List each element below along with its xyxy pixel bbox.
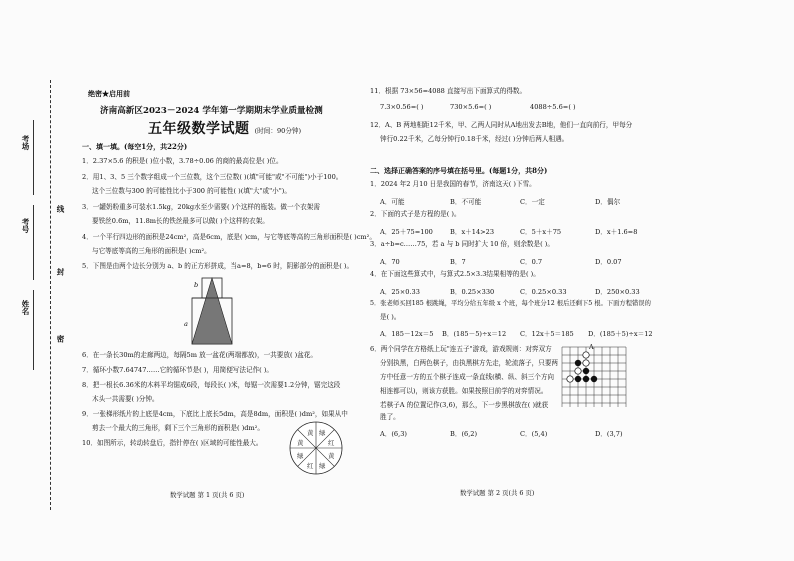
q6-option-d: D．(3,7)	[595, 430, 623, 438]
binding-underline	[33, 205, 34, 280]
question-7: 7．循环小数7.64747……它的循环节是( )，用简便写法记作( )。	[82, 366, 274, 374]
q5-option-c: C．12x＋5＝185	[520, 330, 574, 338]
question-3-cont: 要铁丝0.6m，11.8m长的铁丝最多可以做( )个这样的衣架。	[92, 217, 269, 225]
q1-option-c: C．一定	[520, 198, 545, 206]
question-11: 11．根据 73×56=4088 直接写出下面算式的得数。	[370, 87, 527, 95]
choice-question-5-cont: 是( )。	[380, 313, 401, 321]
q5-option-d: D．(185＋5)÷x＝12	[588, 330, 653, 338]
q2-option-a: A．25＋75=100	[380, 228, 433, 236]
question-4: 4．一个平行四边形的面积是24cm²，高是6cm，底是( )cm，与它等底等高的三角形面积是( )cm²。	[82, 233, 376, 241]
binding-underline	[33, 290, 34, 370]
q6-option-a: A．(6,3)	[380, 430, 407, 438]
q5-option-a: A．185－12x＝5	[380, 330, 434, 338]
spinner-svg	[288, 420, 344, 476]
choice-question-4: 4．在下面这些算式中，与算式2.5×3.3结果相等的是( )。	[370, 270, 540, 278]
binding-line	[50, 80, 51, 510]
q3-option-b: B．7	[450, 258, 466, 266]
choice-question-1: 1．2024 年2 月10 日是我国的春节，济南这天( )下雪。	[370, 180, 536, 188]
choice-question-6: 6．两个同学在方格纸上玩"连五子"游戏，游戏规则：对弈双方	[370, 345, 552, 353]
choice-question-6-l6: 胜了。	[380, 413, 400, 421]
choice-question-6-l5: 若棋子A 的位置记作(3,6)，那么，下一步黑棋放在( )就获	[380, 401, 549, 409]
binding-underline	[33, 120, 34, 195]
squares-figure	[184, 276, 240, 346]
right-page-footer: 数学试题 第 2 页(共 6 页)	[460, 489, 535, 497]
choice-question-5: 5．张老师买回185 根跳绳，平均分给五年级 x 个班，每个班分12 根后还剩下5 根。下面方程错误的	[370, 300, 651, 307]
q6-option-b: B．(6,2)	[450, 430, 478, 438]
question-11-item-3: 4088÷5.6=( )	[530, 103, 576, 111]
choice-question-6-l2: 分别执黑，白两色棋子，由执黑棋方先走，轮流落子，只要两	[380, 359, 559, 367]
question-9: 9．一张梯形纸片的上底是4cm，下底比上底长5dm，高是8dm，面积是( )dm²，如果从中	[82, 410, 348, 418]
gomoku-board-svg	[556, 343, 628, 415]
spinner-sector-6: 红	[307, 462, 314, 470]
question-11-item-1: 7.3×0.56=( )	[380, 103, 424, 111]
q3-option-a: A．70	[380, 258, 400, 266]
binding-label-xingming: 姓名	[21, 300, 30, 315]
binding-mark-xian: 线	[56, 205, 65, 213]
section-2-heading: 二、选择正确答案的序号填在括号里。(每题1分，共8分)	[370, 166, 548, 175]
gomoku-label-a: A	[589, 343, 594, 351]
q1-option-a: A．可能	[380, 198, 405, 206]
question-3: 3．一罐奶粉重多可装水1.5kg，20kg水至少需要( )个这样的瓶装。做一个衣架需	[82, 203, 320, 211]
q4-option-b: B．0.25×330	[450, 288, 495, 296]
gomoku-board	[556, 343, 628, 415]
spinner-sector-2: 绿	[319, 429, 326, 437]
question-2-cont: 这个三位数与300 的可能性比小于300 的可能性( )(填"大"或"小")。	[92, 187, 291, 195]
question-2: 2．用1、3、5 三个数字组成一个三位数，这个三位数( )(填"可能"或"不可能")小于100。	[82, 173, 343, 181]
binding-mark-feng: 封	[56, 268, 65, 276]
q1-option-d: D．偶尔	[595, 198, 621, 206]
question-4-cont: 与它等底等高的三角形的面积是( )cm²。	[92, 247, 211, 255]
choice-question-6-l4: 相连都可以)，则该方获胜。如果按照目前学的对弈情况。	[380, 387, 548, 395]
q5-option-b: B．(185－5)÷x＝12	[442, 330, 507, 338]
question-1: 1．2.37×5.6 的积是( )位小数，3.78÷0.06 的商的最高位是( )位。	[82, 157, 283, 165]
spinner-sector-3: 红	[328, 439, 335, 447]
question-8: 8．把一根长6.36米的木料平均锯成6段，每段长( )米，每锯一次需要1.2分钟，锯完这段	[82, 381, 341, 389]
spinner-sector-5: 绿	[319, 462, 326, 470]
spinner-sector-4: 黄	[328, 452, 335, 460]
binding-mark-mi: 密	[56, 335, 65, 343]
figure-label-a: a	[184, 320, 188, 328]
section-1-heading: 一、填一填。(每空1分，共22分)	[82, 142, 188, 151]
question-10: 10．如图所示，转动转盘后，指针停在( )区域的可能性最大。	[82, 439, 263, 447]
spinner-sector-7: 绿	[297, 452, 304, 460]
q4-option-d: D．250×0.33	[595, 288, 640, 296]
question-12-cont: 钟行0.22千米，乙每分钟行0.18千米，经过( )分钟后两人相遇。	[380, 135, 569, 143]
spinner-sector-8: 黄	[297, 439, 304, 447]
question-8-cont: 木头一共需要( )分钟。	[92, 395, 159, 403]
choice-question-2: 2．下面的式子是方程的是( )。	[370, 210, 461, 218]
q4-option-a: A．25×0.33	[380, 288, 420, 296]
q2-option-d: D．x＋1.6=8	[595, 228, 638, 236]
q4-option-c: C．0.25×0.33	[520, 288, 567, 296]
q3-option-d: D．0.07	[595, 258, 622, 266]
q3-option-c: C．0.7	[520, 258, 543, 266]
q2-option-c: C．5＋x＋75	[520, 228, 562, 236]
spinner-sector-1: 黄	[307, 429, 314, 437]
question-6: 6．在一条长30m的走廊两边，每隔5m 放一盆花(两端都放)，一共要放( )盆花。	[82, 351, 317, 359]
binding-label-kaohao: 考号	[21, 218, 30, 233]
figure-label-b: b	[194, 281, 199, 289]
secret-label: 绝密★启用前	[88, 89, 130, 98]
choice-question-6-l3: 方中任意一方的五个棋子连成一条直线(横、纵、斜三个方向	[380, 373, 555, 381]
binding-label-kaochang: 考场	[21, 135, 30, 150]
q2-option-b: B．x＋14>23	[450, 228, 495, 236]
grade-title-row	[148, 118, 301, 138]
question-11-item-2: 730×5.6=( )	[450, 103, 492, 111]
question-5: 5．下图是由两个边长分别为 a、b 的正方形拼成，当a=8，b=6 时，阴影部分的面积是( )。	[82, 262, 354, 270]
time-note: (时间：90分钟)	[254, 127, 302, 135]
exam-title: 济南高新区2023－2024 学年第一学期期末学业质量检测	[100, 106, 323, 116]
question-9-cont: 剪去一个最大的三角形，剩下三个三角形的面积是( )dm²。	[92, 424, 265, 432]
choice-question-3: 3．a÷b=c……75，若 a 与 b 同时扩大 10 倍，则余数是( )。	[370, 240, 554, 248]
left-page-footer: 数学试题 第 1 页(共 6 页)	[170, 491, 245, 499]
question-12: 12．A、B 两地相距12千米，甲、乙两人同时从A地出发去B地，他们一直向前行，甲每分	[370, 121, 633, 129]
grade-title: 五年级数学试题	[148, 121, 250, 137]
q6-option-c: C．(5,4)	[520, 430, 548, 438]
q1-option-b: B．不可能	[450, 198, 482, 206]
spinner-figure	[288, 420, 344, 476]
